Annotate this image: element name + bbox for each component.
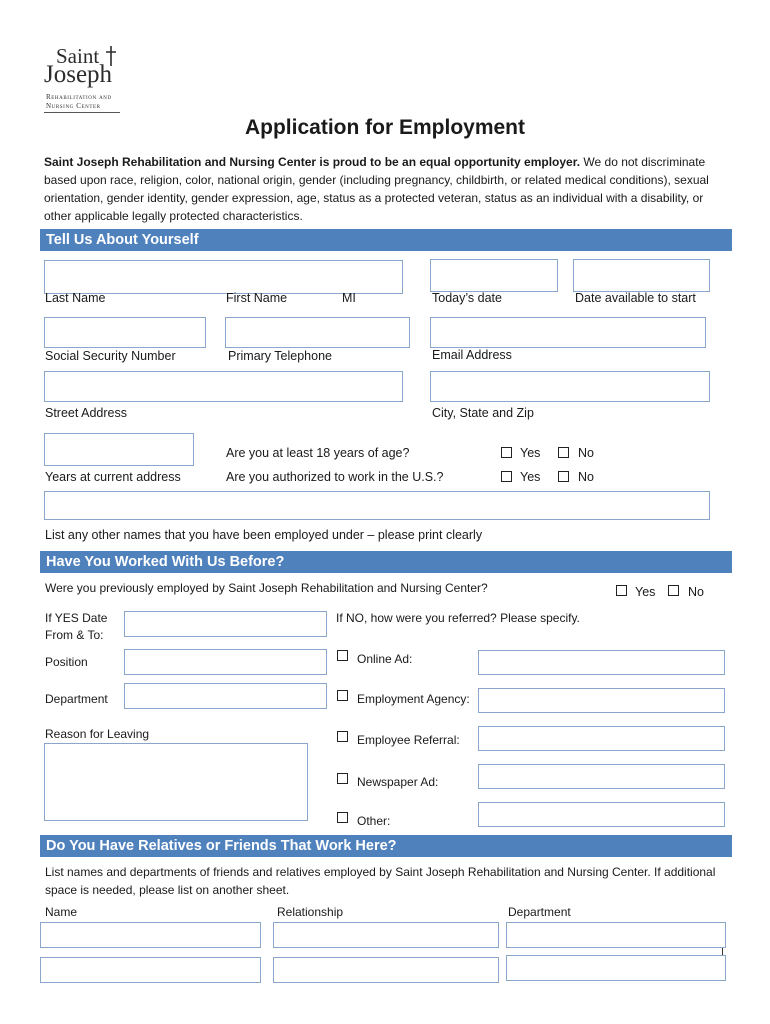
if-yes-label-2: From & To: <box>45 628 104 642</box>
reason-for-leaving-label: Reason for Leaving <box>45 727 150 741</box>
position-label: Position <box>45 655 88 669</box>
relatives-instructions: List names and departments of friends and relatives employed by Saint Joseph Rehabilitation and Nursing Center. If additional space is needed, please list on another sheet. <box>45 865 716 897</box>
first-name-label: First Name <box>226 291 288 305</box>
date-available-field[interactable] <box>573 259 710 292</box>
city-state-zip-field[interactable] <box>430 371 710 402</box>
other-referral-label: Other: <box>357 814 391 828</box>
todays-date-label: Today’s date <box>432 291 502 305</box>
street-address-label: Street Address <box>45 406 127 420</box>
previously-employed-no-label: No <box>688 585 704 599</box>
newspaper-ad-label: Newspaper Ad: <box>357 775 439 789</box>
relative-department-field-1[interactable] <box>506 922 726 948</box>
age-yes-label: Yes <box>520 446 541 460</box>
intro-rest: We do not discriminate based upon race, religion, color, national origin, gender (including pregnancy, childbirth, or related medical conditions), sexual orientation, gender identity, gender expression, age, status as a protected veteran, status as an individual with a disability, or other applicable legally protected characteristics. <box>44 155 709 223</box>
logo-rule <box>44 112 120 113</box>
last-name-label: Last Name <box>45 291 106 305</box>
other-referral-field[interactable] <box>478 802 725 827</box>
intro-bold: Saint Joseph Rehabilitation and Nursing Center is proud to be an equal opportunity employer. <box>44 155 581 169</box>
newspaper-ad-checkbox[interactable] <box>337 773 348 784</box>
mi-label: MI <box>342 291 356 305</box>
previously-employed-yes-checkbox[interactable] <box>616 585 627 596</box>
relative-name-field-1[interactable] <box>40 922 261 948</box>
employee-referral-label: Employee Referral: <box>357 733 460 747</box>
name-field[interactable] <box>44 260 403 294</box>
primary-phone-label: Primary Telephone <box>228 349 332 363</box>
employee-referral-checkbox[interactable] <box>337 731 348 742</box>
previously-employed-yes-label: Yes <box>635 585 656 599</box>
street-address-field[interactable] <box>44 371 403 402</box>
logo-sub1: Rehabilitation and <box>46 93 112 101</box>
age-yes-checkbox[interactable] <box>501 447 512 458</box>
online-ad-field[interactable] <box>478 650 725 675</box>
date-available-label: Date available to start <box>575 291 696 305</box>
online-ad-label: Online Ad: <box>357 652 413 666</box>
relative-relationship-field-2[interactable] <box>273 957 499 983</box>
newspaper-ad-field[interactable] <box>478 764 725 789</box>
logo <box>44 44 126 114</box>
years-at-address-label: Years at current address <box>45 470 181 484</box>
stray-mark <box>722 948 723 955</box>
relative-relationship-header: Relationship <box>277 905 344 919</box>
relative-name-header: Name <box>45 905 78 919</box>
authorized-no-label: No <box>578 470 594 484</box>
authorized-yes-checkbox[interactable] <box>501 471 512 482</box>
relative-name-field-2[interactable] <box>40 957 261 983</box>
employment-agency-checkbox[interactable] <box>337 690 348 701</box>
ssn-field[interactable] <box>44 317 206 348</box>
online-ad-checkbox[interactable] <box>337 650 348 661</box>
authorized-yes-label: Yes <box>520 470 541 484</box>
years-at-address-field[interactable] <box>44 433 194 466</box>
department-field[interactable] <box>124 683 327 709</box>
intro-paragraph <box>44 153 728 225</box>
authorized-no-checkbox[interactable] <box>558 471 569 482</box>
section-tell-us-header: Tell Us About Yourself <box>40 229 732 251</box>
age-question: Are you at least 18 years of age? <box>226 446 410 460</box>
other-names-label: List any other names that you have been employed under – please print clearly <box>45 528 483 542</box>
email-label: Email Address <box>432 348 512 362</box>
logo-sub2: Nursing Center <box>46 102 101 110</box>
todays-date-field[interactable] <box>430 259 558 292</box>
section-relatives-header: Do You Have Relatives or Friends That Work Here? <box>40 835 732 857</box>
other-referral-checkbox[interactable] <box>337 812 348 823</box>
previously-employed-question: Were you previously employed by Saint Joseph Rehabilitation and Nursing Center? <box>45 581 488 595</box>
relative-department-field-2[interactable] <box>506 955 726 981</box>
relative-department-header: Department <box>508 905 571 919</box>
dates-employed-field[interactable] <box>124 611 327 637</box>
page-title: Application for Employment <box>244 116 525 139</box>
if-yes-label-1: If YES Date <box>45 611 108 625</box>
position-field[interactable] <box>124 649 327 675</box>
age-no-label: No <box>578 446 594 460</box>
employment-agency-label: Employment Agency: <box>357 692 470 706</box>
previously-employed-no-checkbox[interactable] <box>668 585 679 596</box>
employment-agency-field[interactable] <box>478 688 725 713</box>
email-field[interactable] <box>430 317 706 348</box>
authorized-question: Are you authorized to work in the U.S.? <box>226 470 444 484</box>
if-no-label: If NO, how were you referred? Please specify. <box>336 611 580 625</box>
other-names-field[interactable] <box>44 491 710 520</box>
department-label: Department <box>45 692 108 706</box>
age-no-checkbox[interactable] <box>558 447 569 458</box>
primary-phone-field[interactable] <box>225 317 410 348</box>
relative-relationship-field-1[interactable] <box>273 922 499 948</box>
city-state-zip-label: City, State and Zip <box>432 406 534 420</box>
ssn-label: Social Security Number <box>45 349 176 363</box>
employee-referral-field[interactable] <box>478 726 725 751</box>
section-worked-before-header: Have You Worked With Us Before? <box>40 551 732 573</box>
reason-for-leaving-field[interactable] <box>44 743 308 821</box>
logo-line1: Saint <box>56 44 100 68</box>
logo-line2: Joseph <box>44 61 113 88</box>
